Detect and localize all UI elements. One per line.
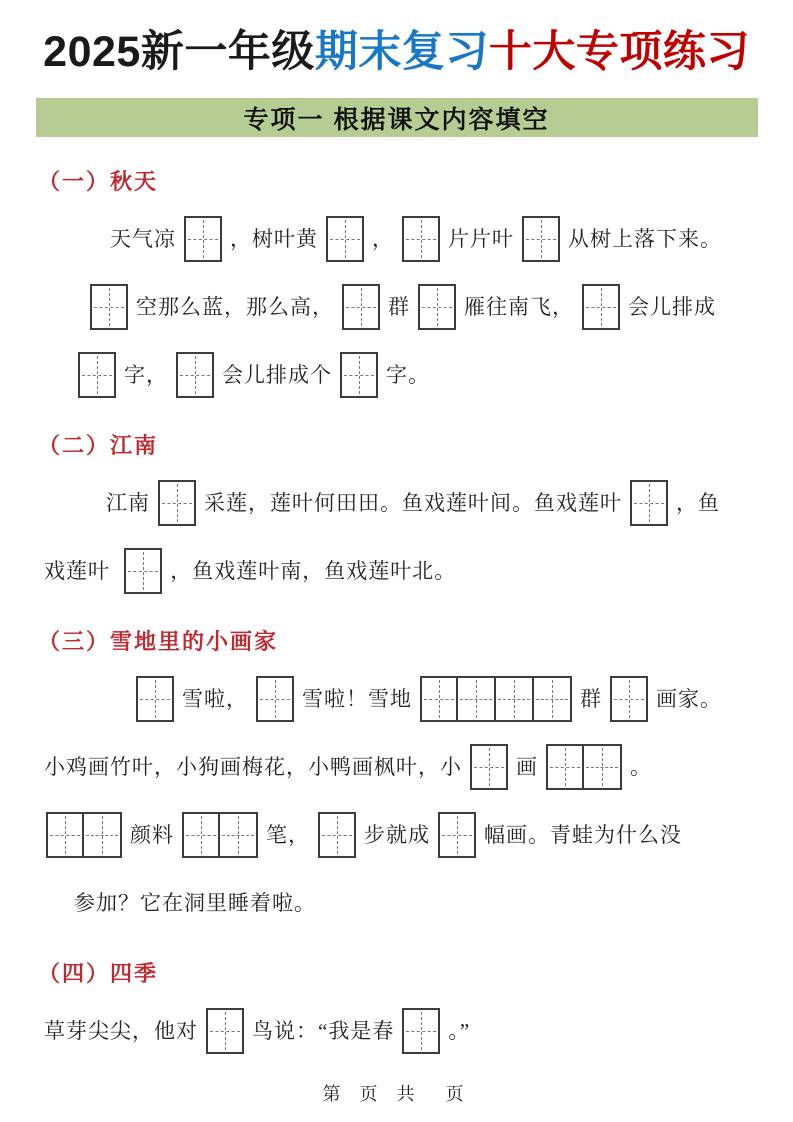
fill-line — [38, 809, 755, 861]
text-segment: 。” — [448, 1019, 471, 1043]
text-segment: 群 — [580, 687, 602, 711]
text-segment: 天气凉 — [110, 227, 176, 251]
section — [38, 959, 755, 1057]
section-banner — [36, 98, 758, 137]
answer-box-cell — [458, 676, 496, 722]
answer-box-cell — [340, 352, 378, 398]
answer-box-cell — [136, 676, 174, 722]
section-heading: （三）雪地里的小画家 — [38, 629, 279, 654]
text-segment: 雁往南飞， — [464, 295, 574, 319]
text-segment: 会儿排成 — [628, 295, 716, 319]
answer-box — [124, 548, 162, 594]
answer-box — [318, 812, 356, 858]
answer-box-cell — [630, 480, 668, 526]
answer-box — [402, 1008, 440, 1054]
text-segment: ，鱼 — [676, 491, 720, 515]
answer-box-group — [546, 744, 622, 790]
answer-box-cell — [584, 744, 622, 790]
answer-box-cell — [318, 812, 356, 858]
answer-box-cell — [326, 216, 364, 262]
text-segment: 参加？它在洞里睡着啦。 — [74, 891, 316, 915]
sections-container — [0, 167, 793, 1057]
text-segment: 片片叶 — [448, 227, 514, 251]
answer-box-cell — [46, 812, 84, 858]
answer-box-cell — [402, 1008, 440, 1054]
answer-box-cell — [78, 352, 116, 398]
section-heading: （四）四季 — [38, 961, 159, 986]
answer-box-cell — [418, 284, 456, 330]
answer-box-cell — [438, 812, 476, 858]
answer-box-cell — [534, 676, 572, 722]
answer-box-cell — [610, 676, 648, 722]
text-segment: 画 — [516, 755, 538, 779]
text-segment: 群 — [388, 295, 410, 319]
section — [38, 627, 755, 929]
fill-line — [38, 741, 755, 793]
answer-box — [326, 216, 364, 262]
section — [38, 431, 755, 597]
answer-box-group — [182, 812, 258, 858]
fill-line — [38, 1005, 755, 1057]
text-segment: 笔， — [266, 823, 310, 847]
answer-box-cell — [522, 216, 560, 262]
text-segment: 雪啦， — [182, 687, 248, 711]
answer-box-cell — [256, 676, 294, 722]
fill-line — [38, 477, 755, 529]
answer-box-cell — [90, 284, 128, 330]
answer-box-group — [420, 676, 572, 722]
text-segment: ， — [372, 227, 394, 251]
answer-box-cell — [182, 812, 220, 858]
answer-box — [176, 352, 214, 398]
answer-box — [78, 352, 116, 398]
text-segment: 。 — [630, 755, 652, 779]
answer-box — [90, 284, 128, 330]
answer-box — [184, 216, 222, 262]
text-segment: 画家。 — [656, 687, 722, 711]
title-part-exercises: 十大专项练习 — [488, 28, 750, 76]
answer-box-cell — [546, 744, 584, 790]
answer-box — [610, 676, 648, 722]
answer-box — [340, 352, 378, 398]
answer-box-cell — [158, 480, 196, 526]
section-heading: （一）秋天 — [38, 169, 159, 194]
answer-box — [418, 284, 456, 330]
text-segment: 草芽尖尖，他对 — [44, 1019, 198, 1043]
text-segment: 字， — [124, 363, 168, 387]
fill-line — [38, 349, 755, 401]
text-segment: 幅画。青蛙为什么没 — [484, 823, 682, 847]
answer-box-cell — [420, 676, 458, 722]
text-segment: ，鱼戏莲叶南，鱼戏莲叶北。 — [170, 559, 457, 583]
banner-label: 专项一 根据课文内容填空 — [243, 105, 550, 134]
answer-box-cell — [342, 284, 380, 330]
page-footer: 第 页 共 页 — [322, 1084, 471, 1104]
answer-box — [158, 480, 196, 526]
fill-line — [38, 213, 755, 265]
answer-box — [582, 284, 620, 330]
text-segment: 步就成 — [364, 823, 430, 847]
text-segment: 字。 — [386, 363, 430, 387]
answer-box — [342, 284, 380, 330]
answer-box-cell — [206, 1008, 244, 1054]
text-segment: 采莲，莲叶何田田。鱼戏莲叶间。鱼戏莲叶 — [204, 491, 622, 515]
section-heading: （二）江南 — [38, 433, 159, 458]
answer-box-cell — [176, 352, 214, 398]
answer-box-group — [46, 812, 122, 858]
text-segment: 鸟说：“我是春 — [252, 1019, 395, 1043]
answer-box — [136, 676, 174, 722]
answer-box — [206, 1008, 244, 1054]
fill-line — [38, 877, 755, 929]
answer-box-cell — [402, 216, 440, 262]
page-title — [0, 0, 793, 78]
text-segment: ，树叶黄 — [230, 227, 318, 251]
fill-line — [38, 545, 755, 597]
answer-box — [630, 480, 668, 526]
text-segment: 戏莲叶 — [44, 559, 117, 583]
answer-box — [402, 216, 440, 262]
answer-box — [438, 812, 476, 858]
answer-box-cell — [220, 812, 258, 858]
fill-line — [38, 673, 755, 725]
answer-box-cell — [470, 744, 508, 790]
text-segment: 雪啦！雪地 — [302, 687, 412, 711]
text-segment: 从树上落下来。 — [568, 227, 722, 251]
answer-box — [256, 676, 294, 722]
answer-box-cell — [184, 216, 222, 262]
text-segment: 颜料 — [130, 823, 174, 847]
answer-box-cell — [496, 676, 534, 722]
text-segment: 会儿排成个 — [222, 363, 332, 387]
text-segment: 小鸡画竹叶，小狗画梅花，小鸭画枫叶，小 — [44, 755, 462, 779]
title-part-review: 期末复习 — [314, 28, 489, 76]
answer-box — [522, 216, 560, 262]
title-part-grade: 2025新一年级 — [43, 28, 315, 76]
answer-box-cell — [582, 284, 620, 330]
answer-box-cell — [84, 812, 122, 858]
section — [38, 167, 755, 401]
answer-box — [470, 744, 508, 790]
text-segment: 江南 — [106, 491, 150, 515]
fill-line — [38, 281, 755, 333]
text-segment: 空那么蓝，那么高， — [136, 295, 334, 319]
answer-box-cell — [124, 548, 162, 594]
